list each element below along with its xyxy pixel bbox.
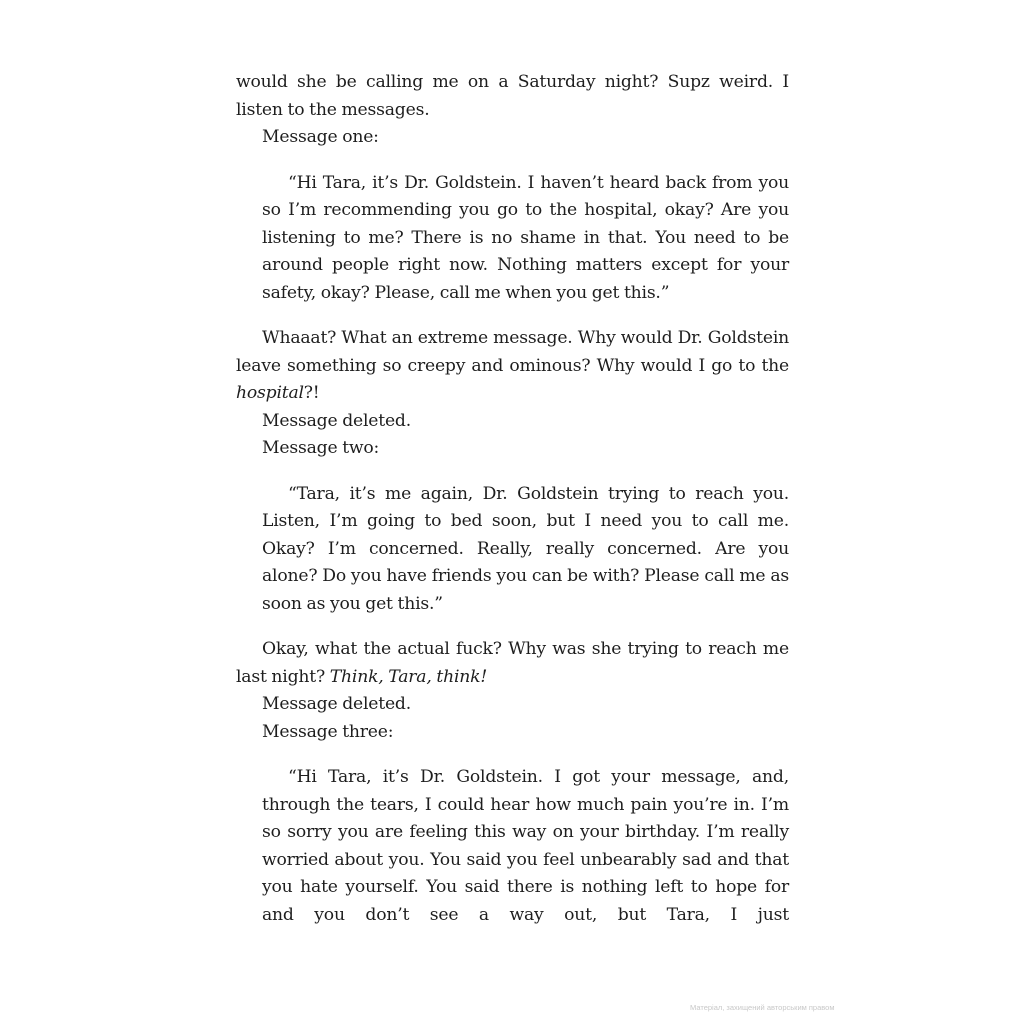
- reaction-paragraph-two-text: Okay, what the actual fuck? Why was she trying to reach me last night?: [236, 639, 789, 687]
- reaction-paragraph-one: [236, 325, 789, 408]
- voicemail-message-three-text: “Hi Tara, it’s Dr. Goldstein. I got your message, and, through the tears, I could hear how much pain you’re in. I’m so sorry you are feeling this way on your birthday. I’m really worried about you. You said you feel unbearably sad and that you hate yourself. You said there is nothing left to hope for and you don’t see a way out, but Tara, I just: [262, 767, 789, 925]
- message-deleted-one: Message deleted.: [262, 410, 411, 431]
- copyright-watermark: Матеріал, захищений авторським правом: [690, 1003, 835, 1012]
- message-deleted-two: Message deleted.: [262, 694, 411, 714]
- reaction-paragraph-two: [236, 636, 789, 691]
- emphasis-think-tara-think: Think, Tara, think!: [329, 666, 488, 687]
- voicemail-message-one: [262, 170, 789, 308]
- reaction-paragraph-one-end: ?!: [303, 383, 320, 403]
- book-page-body: [236, 69, 789, 947]
- voicemail-message-two: [262, 481, 789, 619]
- voicemail-message-two-text: “Tara, it’s me again, Dr. Goldstein trying to reach you. Listen, I’m going to bed soon, but I need you to call me. Okay? I’m concerned. Really, really concerned. Are you alone? Do you have friends you can be with? Please call me as soon as you get this.”: [262, 483, 789, 614]
- voicemail-message-three: [262, 764, 789, 929]
- emphasis-hospital: hospital: [236, 383, 304, 403]
- voicemail-message-one-text: “Hi Tara, it’s Dr. Goldstein. I haven’t heard back from you so I’m recommending you go to the hospital, okay? Are you listening to me? There is no shame in that. You need to be around people right now. Nothing matters except for your safety, okay? Please, call me when you get this.”: [262, 172, 789, 303]
- message-two-label: Message two:: [262, 438, 380, 458]
- message-one-label: Message one:: [262, 127, 379, 147]
- reaction-paragraph-one-text: Whaaat? What an extreme message. Why would Dr. Goldstein leave something so creepy and ominous? Why would I go to the: [236, 328, 789, 376]
- paragraph-continued: would she be calling me on a Saturday night? Supz weird. I listen to the messages.: [236, 72, 789, 120]
- message-three-label: Message three:: [262, 721, 394, 742]
